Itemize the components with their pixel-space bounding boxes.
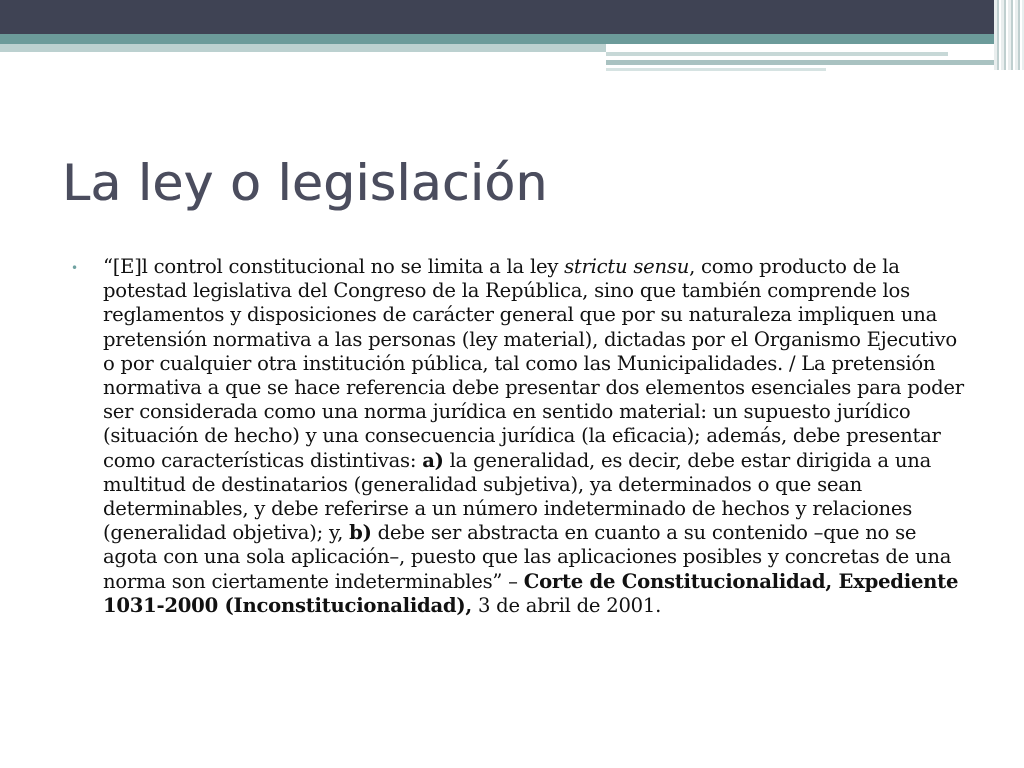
quote-text: “[E]l control constitucional no se limita a la ley	[103, 255, 565, 278]
header-accent-line	[606, 60, 996, 65]
bullet-icon: •	[71, 261, 78, 275]
slide-content	[68, 255, 968, 618]
slide-title: La ley o legislación	[62, 154, 548, 212]
header-accent-line	[606, 52, 948, 56]
quote-text: la generalidad, es decir, debe estar dirigida a una multitud de destinatarios (generalidad subjetiva), ya determinados o que sean determinables, y debe referirse a un número indeterminado de hechos y relaciones (generalidad objetiva); y,	[103, 448, 932, 545]
header-vertical-stripes	[994, 0, 1024, 70]
quote-text: debe ser abstracta en cuanto a su contenido –que no se agota con una sola aplicación–, puesto que las aplicaciones posibles y concretas de una norma son ciertamente indeterminables” –	[103, 521, 952, 593]
quote-text: , como producto de la potestad legislativa del Congreso de la República, sino que también comprende los reglamentos y disposiciones de carácter general que por su naturaleza impliquen una pretensión normativa a las personas (ley material), dictadas por el Organismo Ejecutivo o por cualquier otra institución pública, tal como las Municipalidades. / La pretensión normativa a que se hace referencia debe presentar dos elementos esenciales para poder ser considerada como una norma jurídica en sentido material: un supuesto jurídico (situación de hecho) y una consecuencia jurídica (la eficacia); además, debe presentar como características distintivas:	[103, 255, 964, 472]
quote-date: 3 de abril de 2001.	[471, 593, 662, 617]
header-teal-light-band	[0, 44, 606, 52]
header-accent-line	[606, 68, 826, 71]
header-dark-band	[0, 0, 1024, 34]
quote-italic-term: strictu sensu	[564, 255, 690, 278]
quote-bold-marker-a: a)	[422, 448, 444, 472]
quote-bullet-item	[68, 255, 968, 618]
quote-citation: Corte de Constitucionalidad, Expediente 1031-2000 (Inconstitucionalidad),	[103, 569, 959, 617]
header-teal-band	[0, 34, 1000, 44]
quote-bold-marker-b: b)	[349, 521, 372, 545]
